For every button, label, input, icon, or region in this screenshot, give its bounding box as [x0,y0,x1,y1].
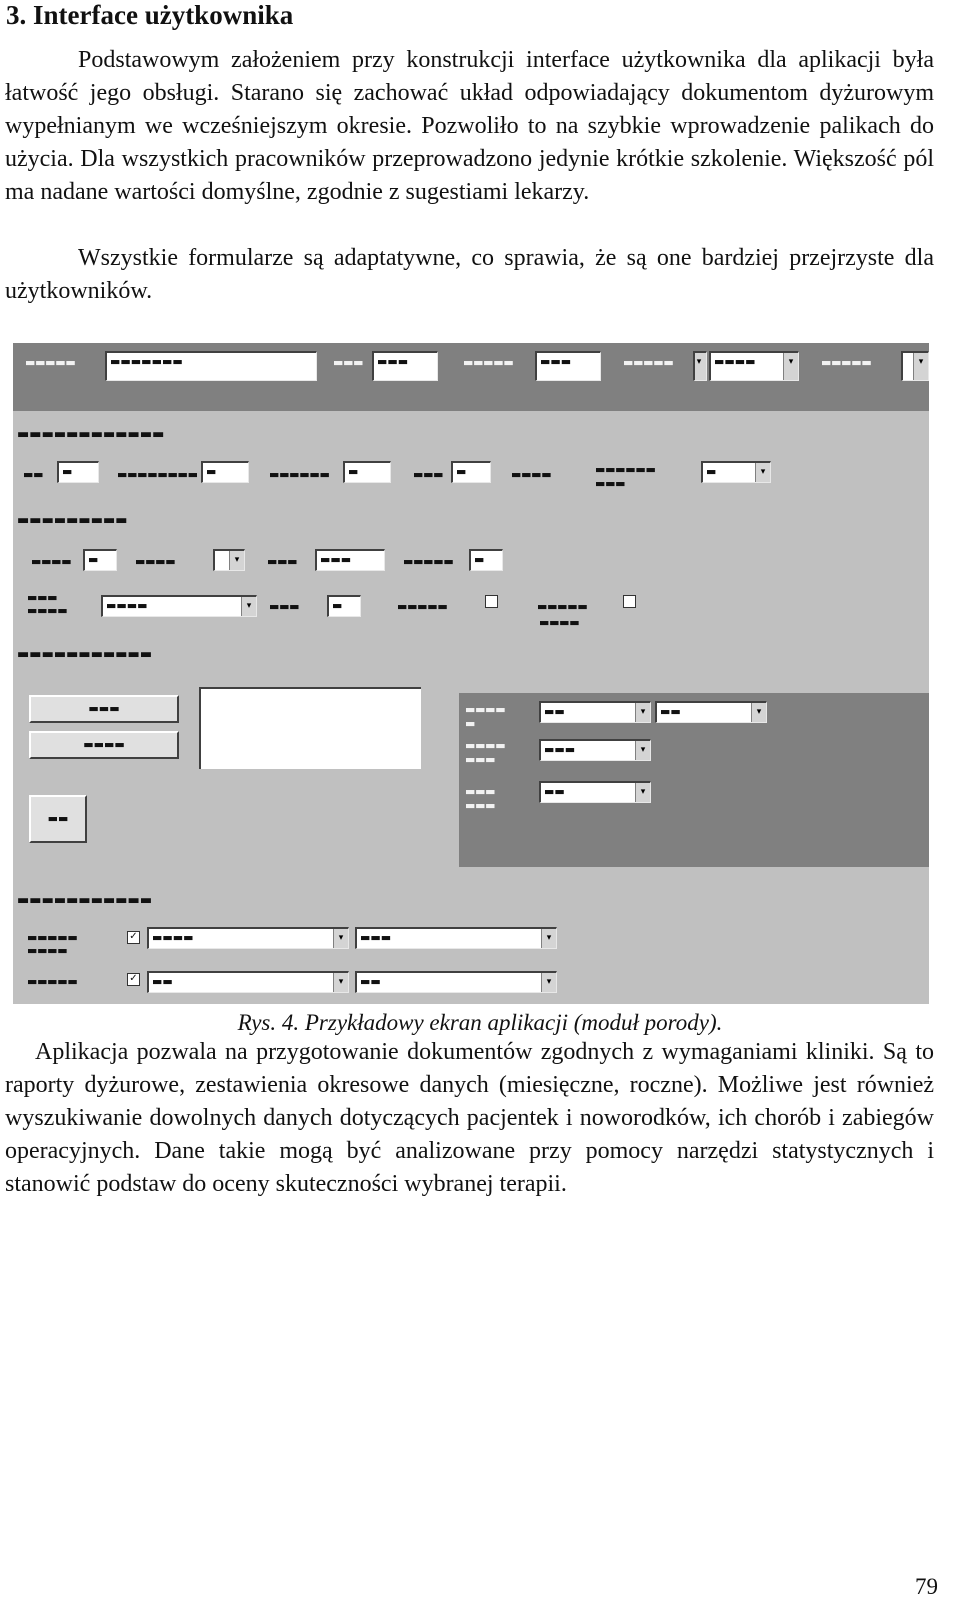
field-2a[interactable]: ▬ [83,549,117,571]
section-3-title: ▬▬▬▬▬▬▬▬▬▬▬ [17,647,153,662]
dropdown-4a[interactable]: ▬▬▬▬ ▾ [147,927,349,949]
label-4c: ▬▬▬▬▬ [27,975,78,988]
header-field-3[interactable]: ▬▬▬ [535,351,601,381]
label-2b: ▬▬▬▬ [135,555,176,568]
panel-label-3b: ▬▬▬ [465,799,496,812]
header-label-2: ▬▬▬ [333,356,364,369]
label-1g: ▬▬▬ [595,477,626,490]
field-2c[interactable]: ▬▬▬ [315,549,385,571]
paragraph-1: Podstawowym założeniem przy konstrukcji interface użytkownika dla aplikacji była łatwość jego obsługi. Starano się zachować układ odpowiadający dokumentom dyżurowym wypełnianym we wcześniejszym okresie. Pozwoliło to na szybkie wprowadzenie palikach do użycia. Dla wszystkich pracowników przeprowadzono jedynie krótkie szkolenie. Większość pól ma nadane wartości domyślne, zgodnie z sugestiami lekarzy. [5,47,934,205]
header-label-1: ▬▬▬▬▬ [25,356,76,369]
header-field-2[interactable]: ▬▬▬ [372,351,438,381]
checkbox-2h[interactable] [485,595,498,608]
label-2g: ▬▬▬ [269,600,300,613]
label-2i: ▬▬▬▬▬ [537,600,588,613]
figure-header-bar [13,343,929,411]
label-4b: ▬▬▬▬ [27,944,68,957]
section-4-title: ▬▬▬▬▬▬▬▬▬▬▬ [17,893,153,908]
panel-dropdown-1[interactable]: ▬▬ ▾ [539,701,651,723]
application-screenshot-figure [13,343,929,1004]
field-1b[interactable]: ▬ [201,461,249,483]
label-2f: ▬▬▬▬ [27,604,68,617]
field-1c[interactable]: ▬ [343,461,391,483]
label-2d: ▬▬▬▬▬ [403,555,454,568]
dropdown-4c[interactable]: ▬▬ ▾ [147,971,349,993]
panel-label-2: ▬▬▬▬ [465,739,506,752]
section-2-title: ▬▬▬▬▬▬▬▬▬ [17,513,128,528]
dropdown-2e[interactable]: ▬▬▬▬ ▾ [101,595,257,617]
label-1f: ▬▬▬▬▬▬ [595,463,656,476]
paragraph-3: Aplikacja pozwala na przygotowanie dokumentów zgodnych z wymaganiami kliniki. Są to raporty dyżurowe, zestawienia okresowe danych (miesięczne, roczne). Możliwe jest również wyszukiwanie dowolnych danych dotyczących pacjentek i noworodków, ich chorób i zabiegów operacyjnych. Dane takie mogą być analizowane przy pomocy narzędzi statystycznych i stanowić podstaw do oceny skuteczności wybranej terapii. [5,1039,934,1197]
label-2c: ▬▬▬ [267,555,298,568]
right-panel [459,693,929,867]
figure-caption: Rys. 4. Przykładowy ekran aplikacji (moduł porody). [237,1010,723,1035]
memo-field[interactable] [199,687,421,769]
header-label-3: ▬▬▬▬▬ [463,356,514,369]
panel-label-3: ▬▬▬ [465,785,496,798]
header-dropdown-4a[interactable]: ▾ [693,351,707,381]
section-1-title: ▬▬▬▬▬▬▬▬▬▬▬▬ [17,427,165,442]
panel-label-2b: ▬▬▬ [465,753,496,766]
label-2h: ▬▬▬▬▬ [397,600,448,613]
field-1a[interactable]: ▬ [57,461,99,483]
button-1[interactable]: ▬▬▬ [29,695,179,723]
field-2d[interactable]: ▬ [469,549,503,571]
header-dropdown-5[interactable]: ▾ [901,351,929,381]
header-label-5: ▬▬▬▬▬ [821,356,872,369]
label-4a: ▬▬▬▬▬ [27,931,78,944]
label-1c: ▬▬▬▬▬▬ [269,468,330,481]
checkbox-2i[interactable] [623,595,636,608]
label-2e: ▬▬▬ [27,591,58,604]
dropdown-4b[interactable]: ▬▬▬ ▾ [355,927,557,949]
label-2j: ▬▬▬▬ [539,616,580,629]
dropdown-2b[interactable]: ▾ [213,549,245,571]
label-2a: ▬▬▬▬ [31,555,72,568]
panel-label-1: ▬▬▬▬ [465,703,506,716]
dropdown-1[interactable]: ▬ ▾ [701,461,771,483]
label-1a: ▬▬ [23,468,44,481]
checkbox-4c[interactable]: ✓ [127,973,140,986]
form-area [13,411,929,1004]
field-2g[interactable]: ▬ [327,595,361,617]
button-3[interactable]: ▬▬ [29,795,87,843]
panel-dropdown-2[interactable]: ▬▬ ▾ [655,701,767,723]
panel-dropdown-3[interactable]: ▬▬▬ ▾ [539,739,651,761]
label-1e: ▬▬▬▬ [511,468,552,481]
field-1d[interactable]: ▬ [451,461,491,483]
page-number: 79 [915,1574,938,1599]
label-1d: ▬▬▬ [413,468,444,481]
section-heading: 3. Interface użytkownika [6,0,294,30]
button-2[interactable]: ▬▬▬▬ [29,731,179,759]
panel-label-1b: ▬ [465,717,476,730]
paragraph-2: Wszystkie formularze są adaptatywne, co sprawia, że są one bardziej przejrzyste dla użytkowników. [5,245,934,304]
header-dropdown-4[interactable]: ▬▬▬▬ ▾ [709,351,799,381]
label-1b: ▬▬▬▬▬▬▬▬ [117,468,198,481]
header-field-1[interactable]: ▬▬▬▬▬▬▬ [105,351,317,381]
checkbox-4a[interactable]: ✓ [127,931,140,944]
header-label-4: ▬▬▬▬▬ [623,356,674,369]
panel-dropdown-4[interactable]: ▬▬ ▾ [539,781,651,803]
dropdown-4d[interactable]: ▬▬ ▾ [355,971,557,993]
